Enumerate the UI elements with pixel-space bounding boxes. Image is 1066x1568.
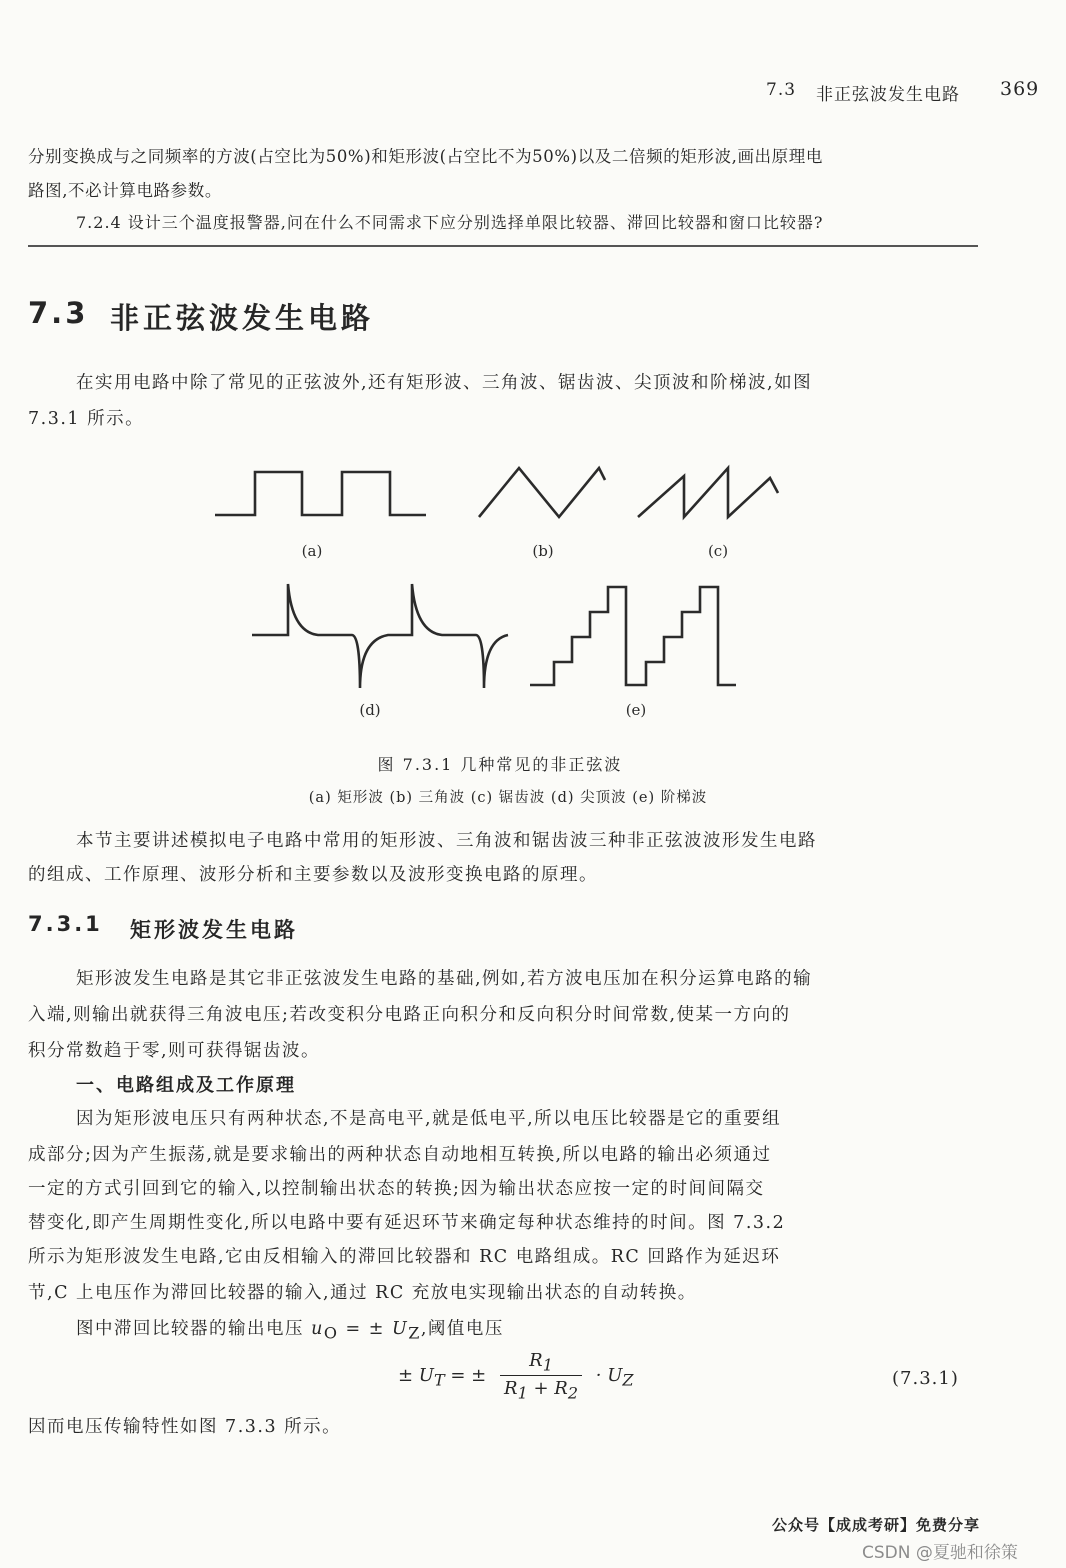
subsection-heading (28, 912, 298, 942)
eq-den-plus: + (527, 1377, 555, 1399)
para1-line-1: 在实用电路中除了常见的正弦波外,还有矩形波、三角波、锯齿波、尖顶波和阶梯波,如图 (76, 373, 813, 393)
eq-den-r1: R (504, 1377, 518, 1399)
peaked-wave (252, 584, 508, 688)
eq-lhs-sub: T (433, 1370, 445, 1390)
exercise-7-2-4: 7.2.4 设计三个温度报警器,问在什么不同需求下应分别选择单限比较器、滞回比较器和窗口比较器? (76, 213, 824, 232)
figure-label-d: (d) (359, 701, 381, 719)
subsection-number: 7.3.1 (28, 912, 103, 936)
para2-line-1: 本节主要讲述模拟电子电路中常用的矩形波、三角波和锯齿波三种非正弦波波形发生电路 (76, 831, 817, 851)
intro-line-1: 分别变换成与之同频率的方波(占空比为50%)和矩形波(占空比不为50%)以及二倍频的矩形波,画出原理电 (28, 147, 823, 166)
equation-number: (7.3.1) (892, 1368, 959, 1389)
heading-circuit-principle: 一、电路组成及工作原理 (76, 1075, 296, 1096)
eq-num-r: R (529, 1350, 543, 1371)
page-number: 369 (1000, 78, 1040, 100)
figure-label-a: (a) (301, 542, 323, 560)
para5-u-sub: O (323, 1323, 339, 1343)
para6: 因而电压传输特性如图 7.3.3 所示。 (28, 1417, 342, 1437)
para3-line-3: 积分常数趋于零,则可获得锯齿波。 (28, 1041, 321, 1061)
para3-line-2: 入端,则输出就获得三角波电压;若改变积分电路正向积分和反向积分时间常数,使某一方向的 (28, 1005, 791, 1025)
section-divider (28, 245, 978, 247)
figure-label-c: (c) (707, 542, 729, 560)
subsection-title: 矩形波发生电路 (130, 918, 298, 942)
eq-num-sub: 1 (542, 1355, 553, 1375)
equation-7-3-1 (398, 1350, 634, 1402)
staircase-wave (530, 587, 736, 685)
para5-suffix: ,阈值电压 (420, 1319, 504, 1339)
eq-fraction (500, 1350, 582, 1402)
figure-caption: 图 7.3.1 几种常见的非正弦波 (377, 755, 623, 774)
para5-uz: = ± U (338, 1319, 409, 1339)
eq-den-r1-sub: 1 (517, 1383, 528, 1403)
section-heading (28, 296, 375, 335)
para4-line-6: 节,C 上电压作为滞回比较器的输入,通过 RC 充放电实现输出状态的自动转换。 (28, 1283, 697, 1303)
figure-subcaption: (a) 矩形波 (b) 三角波 (c) 锯齿波 (d) 尖顶波 (e) 阶梯波 (308, 790, 708, 806)
eq-rhs: · U (595, 1365, 623, 1387)
sawtooth-wave (638, 468, 778, 517)
para5-u: u (311, 1319, 324, 1339)
eq-rhs-sub: Z (622, 1370, 634, 1390)
eq-den-r2: R (554, 1377, 568, 1399)
para3-line-1: 矩形波发生电路是其它非正弦波发生电路的基础,例如,若方波电压加在积分运算电路的输 (76, 969, 813, 989)
para5-prefix: 图中滞回比较器的输出电压 (76, 1319, 312, 1339)
eq-numerator (500, 1350, 582, 1375)
header-section-title: 非正弦波发生电路 (816, 85, 960, 105)
para2-line-2: 的组成、工作原理、波形分析和主要参数以及波形变换电路的原理。 (28, 865, 598, 885)
header-section-number: 7.3 (766, 80, 797, 100)
para4-line-1: 因为矩形波电压只有两种状态,不是高电平,就是低电平,所以电压比较器是它的重要组 (76, 1109, 782, 1129)
para4-line-3: 一定的方式引回到它的输入,以控制输出状态的转换;因为输出状态应按一定的时间间隔交 (28, 1179, 765, 1199)
para4-line-2: 成部分;因为产生振荡,就是要求输出的两种状态自动地相互转换,所以电路的输出必须通过 (28, 1145, 772, 1165)
eq-denominator (500, 1375, 582, 1403)
footer-note: 公众号【成成考研】免费分享 (772, 1516, 981, 1534)
eq-lhs: ± U (398, 1365, 434, 1387)
para5 (76, 1312, 504, 1351)
para1-line-2: 7.3.1 所示。 (28, 409, 145, 429)
section-number: 7.3 (28, 296, 89, 330)
rectangular-wave (215, 472, 426, 515)
section-title: 非正弦波发生电路 (110, 301, 375, 335)
figure-label-e: (e) (625, 701, 647, 719)
eq-equals: = ± (444, 1365, 492, 1387)
para4-line-4: 替变化,即产生周期性变化,所以电路中要有延迟环节来确定每种状态维持的时间。图 7.3.2 (28, 1213, 786, 1233)
triangular-wave (479, 468, 605, 517)
para5-uz-sub: Z (408, 1323, 421, 1343)
figure-7-3-1 (200, 450, 820, 730)
para4-line-5: 所示为矩形波发生电路,它由反相输入的滞回比较器和 RC 电路组成。RC 回路作为延迟环 (28, 1247, 781, 1267)
figure-label-b: (b) (532, 542, 554, 560)
csdn-watermark: CSDN @夏驰和徐策 (862, 1543, 1018, 1563)
eq-den-r2-sub: 2 (567, 1383, 579, 1403)
intro-line-2: 路图,不必计算电路参数。 (28, 181, 222, 200)
